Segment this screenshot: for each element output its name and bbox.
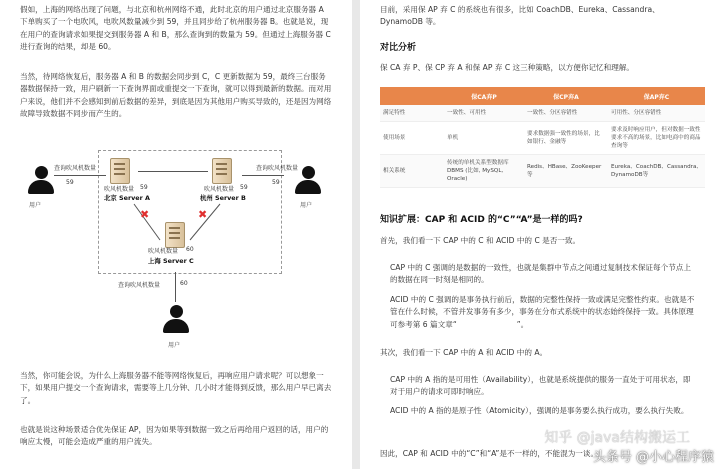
table-cell: 要求及时响应用户，但对数据一致性要求不高的场景，比如电商中的商品查询等 bbox=[608, 122, 705, 155]
table-header-row bbox=[380, 87, 705, 105]
server-a-count-label: 吹风机数量 bbox=[104, 186, 135, 193]
server-b-name: 杭州 Server B bbox=[200, 194, 246, 202]
server-b-icon bbox=[212, 158, 234, 184]
table-cell: Eureka、CoachDB、Cassandra、DynamoDB等 bbox=[608, 155, 705, 188]
quote-paragraph: CAP 中的 A 指的是可用性（Availability），也就是系统提供的服务一直处于可用状态，即对于用户的请求可即时响应。 bbox=[390, 375, 691, 397]
server-a-count: 59 bbox=[140, 184, 148, 191]
paragraph: 其次，我们看一下 CAP 中的 A 和 ACID 中的 A。 bbox=[380, 348, 548, 357]
right-page bbox=[360, 0, 720, 469]
table-header: 保CA弃P bbox=[444, 87, 524, 105]
response-value: 60 bbox=[180, 280, 188, 287]
table-header: 保CP弃A bbox=[524, 87, 608, 105]
table-cell: 单机 bbox=[444, 122, 524, 155]
table-header: 保AP弃C bbox=[608, 87, 705, 105]
section-title: 对比分析 bbox=[380, 43, 417, 53]
user-label: 用户 bbox=[300, 202, 313, 209]
server-c-count-label: 吹风机数量 bbox=[148, 248, 179, 255]
server-a-icon bbox=[110, 158, 132, 184]
server-b-count: 59 bbox=[240, 184, 248, 191]
table-header bbox=[380, 87, 444, 105]
request-arrow bbox=[242, 175, 284, 176]
table-cell: 一致性、分区容错性 bbox=[524, 105, 608, 122]
table-cell: 使用场景 bbox=[380, 122, 444, 155]
watermark: 知乎 @java结构搬运工 bbox=[544, 430, 690, 446]
table-cell: 满足特性 bbox=[380, 105, 444, 122]
user-label: 用户 bbox=[29, 202, 42, 209]
paragraph: 因此，CAP 和 ACID 中的“C”和“A”是不一样的，不能混为一谈。 bbox=[380, 449, 599, 458]
sync-link-ab bbox=[138, 171, 208, 172]
table-cell: Redis、HBase、ZooKeeper等 bbox=[524, 155, 608, 188]
table-row bbox=[380, 105, 705, 122]
table-cell: 一致性、可用性 bbox=[444, 105, 524, 122]
comparison-table bbox=[380, 87, 705, 188]
svg-text:✖: ✖ bbox=[198, 208, 208, 221]
table-cell: 传统的单机关系型数据库 DBMS (比如, MySQL, Oracle) bbox=[444, 155, 524, 188]
server-c-count: 60 bbox=[186, 246, 194, 253]
paragraph: 首先，我们看一下 CAP 中的 C 和 ACID 中的 C 是否一致。 bbox=[380, 236, 581, 245]
user-icon bbox=[151, 305, 201, 333]
query-label: 查询吹风机数量 bbox=[256, 165, 299, 172]
watermark: 头条号 @小心程序猿 bbox=[592, 450, 714, 465]
paragraph: 也就是说这种场景适合优先保证 AP，因为如果等到数据一致之后再给用户返回的话，用户的响应太慢，可能会造成严重的用户流失。 bbox=[20, 425, 329, 447]
server-c-name: 上海 Server C bbox=[148, 257, 194, 265]
request-arrow bbox=[54, 175, 106, 176]
left-page bbox=[0, 0, 352, 469]
svg-text:✖: ✖ bbox=[140, 208, 150, 221]
paragraph: 保 CA 弃 P、保 CP 弃 A 和保 AP 弃 C 这三种策略，以方便你记忆和理解。 bbox=[380, 63, 635, 72]
table-row bbox=[380, 122, 705, 155]
table-cell: 相关系统 bbox=[380, 155, 444, 188]
table-cell: 可用性、分区容错性 bbox=[608, 105, 705, 122]
page-gutter bbox=[352, 0, 360, 469]
user-label: 用户 bbox=[168, 342, 181, 349]
server-a-name: 北京 Server A bbox=[104, 194, 150, 202]
response-value: 59 bbox=[272, 179, 280, 186]
query-label: 查询吹风机数量 bbox=[118, 282, 161, 289]
table-row bbox=[380, 155, 705, 188]
query-label: 查询吹风机数量 bbox=[54, 165, 97, 172]
quote-paragraph: ACID 中的 C 强调的是事务执行前后，数据的完整性保持一致或满足完整性约束。也就是不管在什么时候，不管并发事务有多少，事务在分布式系统中的状态始终保持一致。具体原理可参考第 6 篇文章“ ”。 bbox=[390, 295, 695, 329]
quote-paragraph: CAP 中的 C 强调的是数据的一致性，也就是集群中节点之间通过复制技术保证每个节点上的数据在同一时刻是相同的。 bbox=[390, 263, 691, 285]
paragraph: 假如，上海的网络出现了问题，与北京和杭州网络不通，此时北京的用户通过北京服务器 A 下单购买了一个电吹风，电吹风数量减少到 59，并且同步给了杭州服务器 B。也就是说，现在用户的查询请求如果提交到服务器 A 和 B，那么查询到的数量为 59。但通过上海服务器 C 进行查询的结果，却是 60。 bbox=[20, 5, 331, 51]
network-diagram bbox=[20, 150, 330, 355]
quote-paragraph: ACID 中的 A 指的是原子性（Atomicity），强调的是事务要么执行成功，要么执行失败。 bbox=[390, 406, 689, 415]
paragraph: 当然，你可能会说，为什么上海服务器不能等网络恢复后，再响应用户请求呢？可以想象一下，如果用户提交一个查询请求，需要等上几分钟、几小时才能得到反馈，那么用户早已离去了。 bbox=[20, 371, 332, 405]
paragraph: 当然，待网络恢复后，服务器 A 和 B 的数据会同步到 C，C 更新数据为 59，最终三台服务器数据保持一致，用户刷新一下查询界面或重提交一下查询，就可以得到最新的数据。而对用户来说，他们并不会感知到前后数据的差异，到底是因为其他用户购买导致的，还是因为网络故障导致数据不同步而产生的。 bbox=[20, 72, 332, 118]
response-value: 59 bbox=[66, 179, 74, 186]
table-cell: 要求数据强一致性的场景，比如银行、金融等 bbox=[524, 122, 608, 155]
server-c-icon bbox=[165, 222, 187, 248]
user-icon bbox=[283, 166, 333, 194]
knowledge-title: 知识扩展：CAP 和 ACID 的“C”“A”是一样的吗? bbox=[380, 215, 583, 225]
paragraph: 目前，采用保 AP 弃 C 的系统也有很多，比如 CoachDB、Eureka、Cassandra、DynamoDB 等。 bbox=[380, 5, 660, 27]
server-b-count-label: 吹风机数量 bbox=[204, 186, 235, 193]
request-arrow bbox=[175, 272, 176, 302]
